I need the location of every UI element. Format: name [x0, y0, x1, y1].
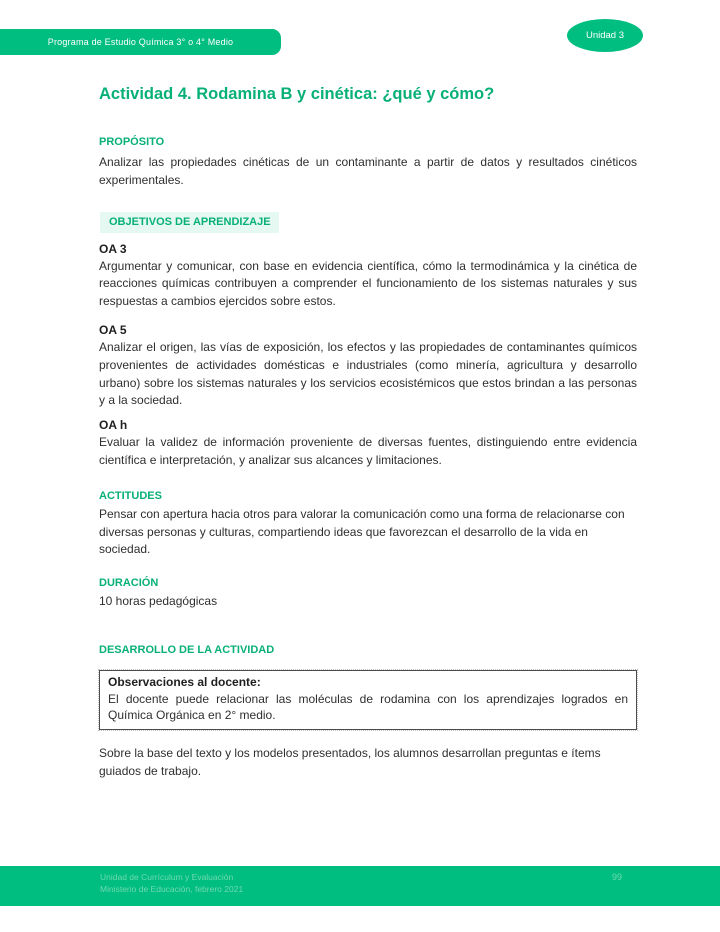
actitudes-paragraph: Pensar con apertura hacia otros para valorar la comunicación como una forma de relacionarse con diversas personas y culturas, compartiendo ideas que favorezcan el desarrollo de la vida en sociedad.	[99, 506, 625, 557]
proposito-paragraph: Analizar las propiedades cinéticas de un contaminante a partir de datos y resultados cinéticos experimentales.	[99, 155, 637, 187]
section-heading-objetivos: OBJETIVOS DE APRENDIZAJE	[100, 212, 279, 233]
oah-paragraph: Evaluar la validez de información proveniente de diversas fuentes, distinguiendo entre evidencia científica e interpretación, y analizar sus alcances y limitaciones.	[99, 435, 637, 467]
section-heading-actitudes: ACTITUDES	[99, 489, 162, 502]
page-content	[99, 84, 637, 781]
teacher-note-box	[99, 670, 637, 730]
teacher-note-body: El docente puede relacionar las moléculas de rodamina con los aprendizajes logrados en Química Orgánica en 2° medio.	[108, 691, 628, 722]
section-heading-proposito: PROPÓSITO	[99, 136, 165, 148]
section-objetivos	[99, 212, 637, 233]
unit-badge	[567, 19, 643, 52]
section-heading-duracion: DURACIÓN	[99, 577, 159, 590]
oa5-paragraph: Analizar el origen, las vías de exposición, los efectos y las propiedades de contaminantes químicos provenientes de actividades domésticas e industriales (como minería, agricultura y desarrollo urbano) sobre los sistemas naturales y los servicios ecosistémicos que estos brindan a las personas y a la sociedad.	[99, 339, 637, 408]
unit-badge-label: Unidad 3	[585, 30, 625, 41]
teacher-note-title: Observaciones al docente:	[108, 674, 261, 689]
footer-line2: Ministerio de Educación, febrero 2021	[100, 883, 244, 894]
oa5-label: OA 5	[99, 322, 127, 337]
duracion-value: 10 horas pedagógicas	[99, 594, 218, 609]
desarrollo-paragraph: Sobre la base del texto y los modelos presentados, los alumnos desarrollan preguntas e ítems guiados de trabajo.	[99, 745, 601, 778]
page-title: Actividad 4. Rodamina B y cinética: ¿qué y cómo?	[99, 85, 495, 103]
program-badge-label: Programa de Estudio Química 3° o 4° Medio	[47, 37, 234, 47]
section-heading-desarrollo: DESARROLLO DE LA ACTIVIDAD	[99, 643, 275, 656]
page-number: 99	[612, 872, 623, 882]
footer-line1: Unidad de Currículum y Evaluación	[100, 872, 234, 882]
program-badge	[0, 29, 281, 55]
footer-credits	[100, 872, 243, 895]
oa3-paragraph: Argumentar y comunicar, con base en evidencia científica, cómo la termodinámica y la cinética de reacciones químicas contribuyen a comprender el funcionamiento de los sistemas naturales y sus respuestas a cambios ejercidos sobre estos.	[99, 258, 637, 309]
oa3-label: OA 3	[99, 241, 127, 256]
footer-band	[0, 866, 720, 906]
oah-label: OA h	[99, 418, 128, 433]
